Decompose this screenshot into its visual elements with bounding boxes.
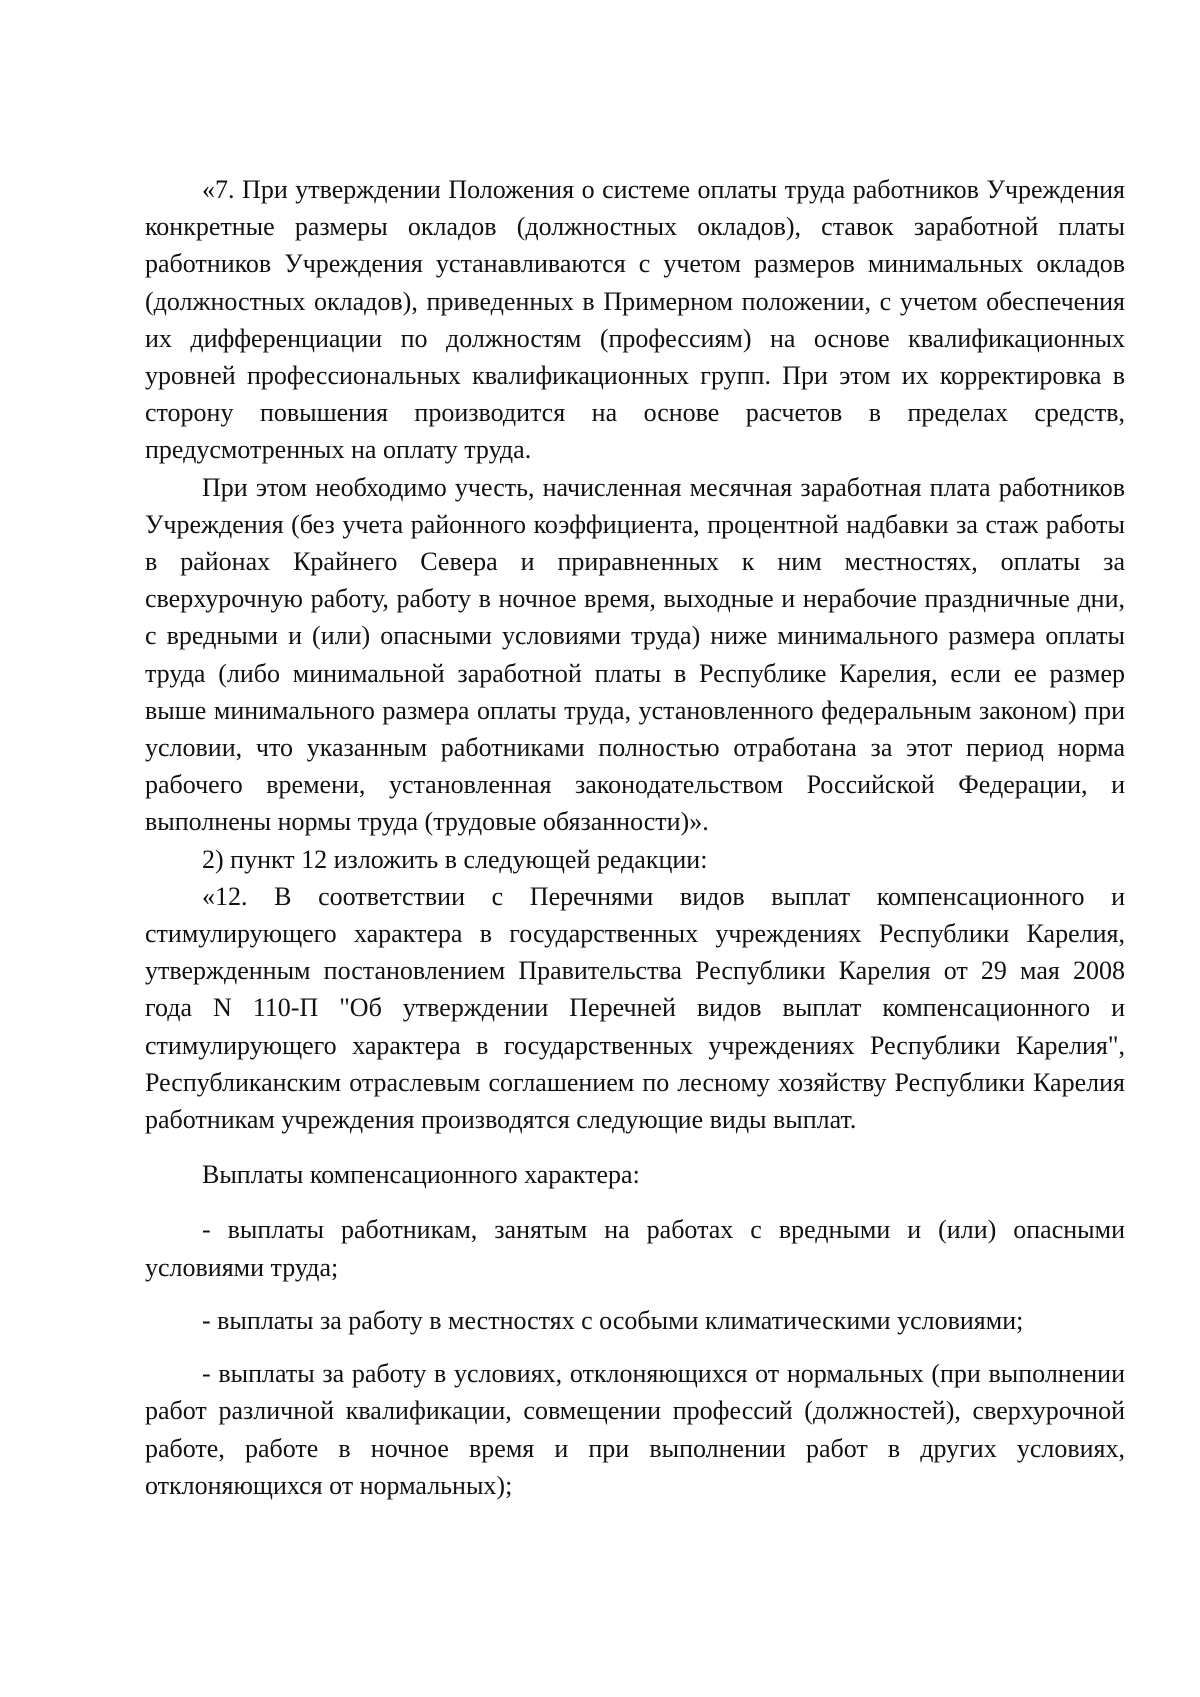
document-body bbox=[145, 171, 1125, 1504]
paragraph-compensation-heading: Выплаты компенсационного характера: bbox=[202, 1160, 640, 1190]
paragraph-clause-12: «12. В соответствии с Перечнями видов выплат компенсационного и стимулирующего характера в государственных учреждениях Республики Карелия, утвержденным постановлением Правительства Республики Карелия от 29 мая 2008 года N 110-П "Об утверждении Перечней видов выплат компенсационного и стимулирующего характера в государственных учреждениях Республики Карелия", Республиканским отраслевым соглашением по лесному хозяйству Республики Карелия работникам учреждения производятся следующие виды выплат. bbox=[145, 881, 1125, 1135]
list-item-abnormal-conditions: - выплаты за работу в условиях, отклоняющихся от нормальных (при выполнении работ различной квалификации, совмещении профессий (должностей), сверхурочной работе, работе в ночное время и при выполнении работ в других условиях, отклоняющихся от нормальных); bbox=[145, 1359, 1125, 1500]
list-item-climatic-conditions: - выплаты за работу в местностях с особыми климатическими условиями; bbox=[202, 1305, 1024, 1335]
paragraph-clause-7: «7. При утверждении Положения о системе оплаты труда работников Учреждения конкретные размеры окладов (должностных окладов), ставок заработной платы работников Учреждения устанавливаются с учетом размеров минимальных окладов (должностных окладов), приведенных в Примерном положении, с учетом обеспечения их дифференциации по должностям (профессиям) на основе квалификационных уровней профессиональных квалификационных групп. При этом их корректировка в сторону повышения производится на основе расчетов в пределах средств, предусмотренных на оплату труда. bbox=[145, 175, 1125, 465]
paragraph-minimum-wage: При этом необходимо учесть, начисленная месячная заработная плата работников Учреждения (без учета районного коэффициента, процентной надбавки за стаж работы в районах Крайнего Севера и приравненных к ним местностях, оплаты за сверхурочную работу, работу в ночное время, выходные и нерабочие праздничные дни, с вредными и (или) опасными условиями труда) ниже минимального размера оплаты труда (либо минимальной заработной платы в Республике Карелия, если ее размер выше минимального размера оплаты труда, установленного федеральным законом) при условии, что указанным работниками полностью отработана за этот период норма рабочего времени, установленная законодательством Российской Федерации, и выполнены нормы труда (трудовые обязанности)». bbox=[145, 472, 1125, 837]
paragraph-item-2: 2) пункт 12 изложить в следующей редакции: bbox=[202, 844, 708, 874]
list-item-hazardous-conditions: - выплаты работникам, занятым на работах с вредными и (или) опасными условиями труда; bbox=[145, 1215, 1125, 1282]
